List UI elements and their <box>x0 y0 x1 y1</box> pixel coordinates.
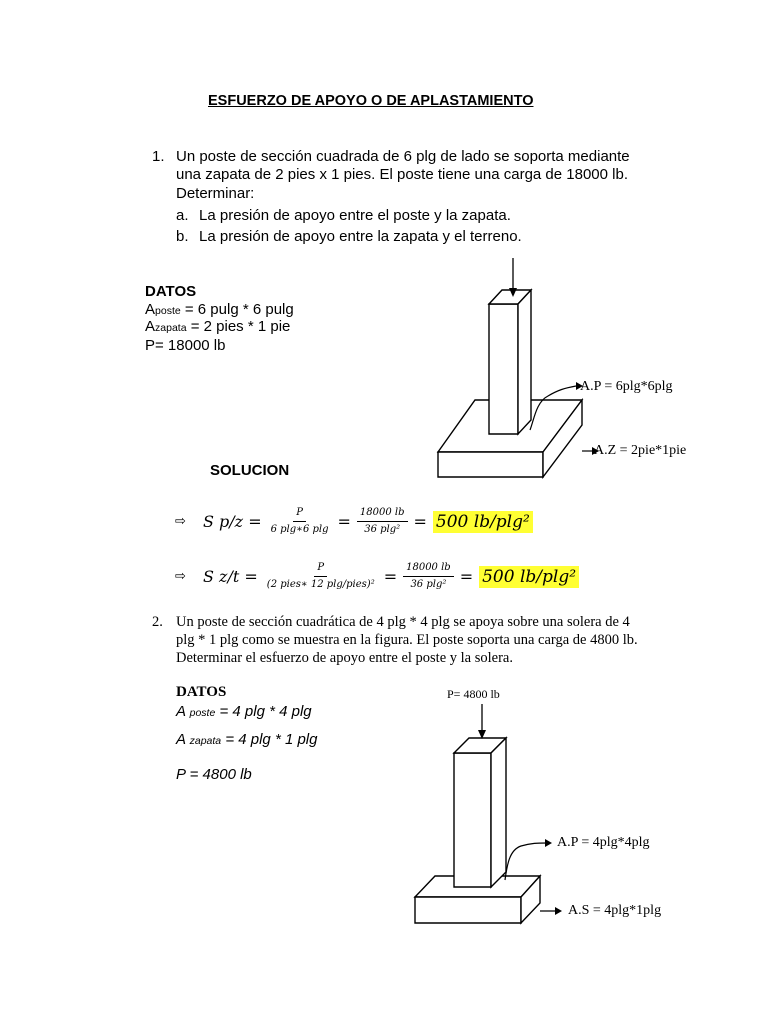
item-b-text: La presión de apoyo entre la zapata y el terreno. <box>199 228 522 245</box>
problem1-line1: Un poste de sección cuadrada de 6 plg de lado se soporta mediante <box>176 148 630 165</box>
eq2-result-highlight: 500 lb/plg² <box>479 566 579 588</box>
equation-1: ⇨ S p/z = $\frac{P}{6 plg∗6 plg}$ = $\frac{18000 lb}{\text{36 plg²}}$ = 500 lb/plg² <box>175 506 533 537</box>
item-a-text: La presión de apoyo entre el poste y la zapata. <box>199 207 511 224</box>
problem2-line1: Un poste de sección cuadrática de 4 plg * 4 plg se apoya sobre una solera de 4 <box>176 614 630 630</box>
eq2-lhs: S z/t = <box>203 567 258 586</box>
datos2-a-poste: A poste = 4 plg * 4 plg <box>176 703 312 720</box>
problem2-line3: Determinar el esfuerzo de apoyo entre el poste y la solera. <box>176 650 513 666</box>
post-side-face <box>518 290 531 434</box>
post-front-face <box>454 753 491 887</box>
eq2-fraction-1: $\frac{P}{\text{(2 pies∗ 12 plg/pies)²}}$ <box>266 562 375 590</box>
eq1-fraction-1: $\frac{P}{6 plg∗6 plg}$ <box>270 507 329 535</box>
figure2-label-ap: A.P = 4plg*4plg <box>557 835 650 850</box>
figure2-label-p: P= 4800 lb <box>447 687 500 701</box>
problem2-line2: plg * 1 plg como se muestra en la figura. El poste soporta una carga de 4800 lb. <box>176 632 638 648</box>
eq1-fraction-2: $\frac{18000 lb}{\text{36 plg²}}$ <box>357 506 408 537</box>
arrow-bullet-icon: ⇨ <box>175 514 186 529</box>
problem2-number: 2. <box>152 614 163 630</box>
post-front-face <box>489 304 518 434</box>
footing-front-face <box>438 452 543 477</box>
eq1-result-highlight: 500 lb/plg² <box>433 511 533 533</box>
solera-front-face <box>415 897 521 923</box>
solucion-heading: SOLUCION <box>210 462 290 479</box>
arrow-bullet-icon: ⇨ <box>175 569 186 584</box>
item-a-marker: a. <box>176 207 189 224</box>
datos2-p: P = 4800 lb <box>176 766 252 783</box>
problem1-line3: Determinar: <box>176 185 255 202</box>
datos1-a-zapata: Azapata = 2 pies * 1 pie <box>145 318 291 335</box>
eq2-fraction-2: $\frac{18000 lb}{\text{36 plg²}}$ <box>403 561 454 592</box>
equation-2: ⇨ S z/t = $\frac{P}{\text{(2 pies∗ 12 plg/pies)²}}$ = $\frac{18000 lb}{\text{36 plg²}}$ = 500 lb/plg² <box>175 561 579 592</box>
datos2-a-zapata: A zapata = 4 plg * 1 plg <box>176 731 318 748</box>
problem1-number: 1. <box>152 148 165 165</box>
eq1-lhs: S p/z = <box>203 512 262 531</box>
leader-ap <box>505 843 547 880</box>
figure1-label-az: A.Z = 2pie*1pie <box>594 443 687 458</box>
datos1-p: P= 18000 lb <box>145 337 226 354</box>
datos1-a-poste: Aposte = 6 pulg * 6 pulg <box>145 301 294 318</box>
figure2-post-solera-diagram <box>405 700 585 930</box>
item-b-marker: b. <box>176 228 189 245</box>
datos2-heading: DATOS <box>176 684 227 700</box>
document-title: ESFUERZO DE APOYO O DE APLASTAMIENTO <box>208 93 534 109</box>
figure1-label-ap: A.P = 6plg*6plg <box>580 379 673 394</box>
post-side-face <box>491 738 506 887</box>
problem1-line2: una zapata de 2 pies x 1 pies. El poste tiene una carga de 18000 lb. <box>176 166 628 183</box>
figure2-label-as: A.S = 4plg*1plg <box>568 903 662 918</box>
datos1-heading: DATOS <box>145 283 197 300</box>
